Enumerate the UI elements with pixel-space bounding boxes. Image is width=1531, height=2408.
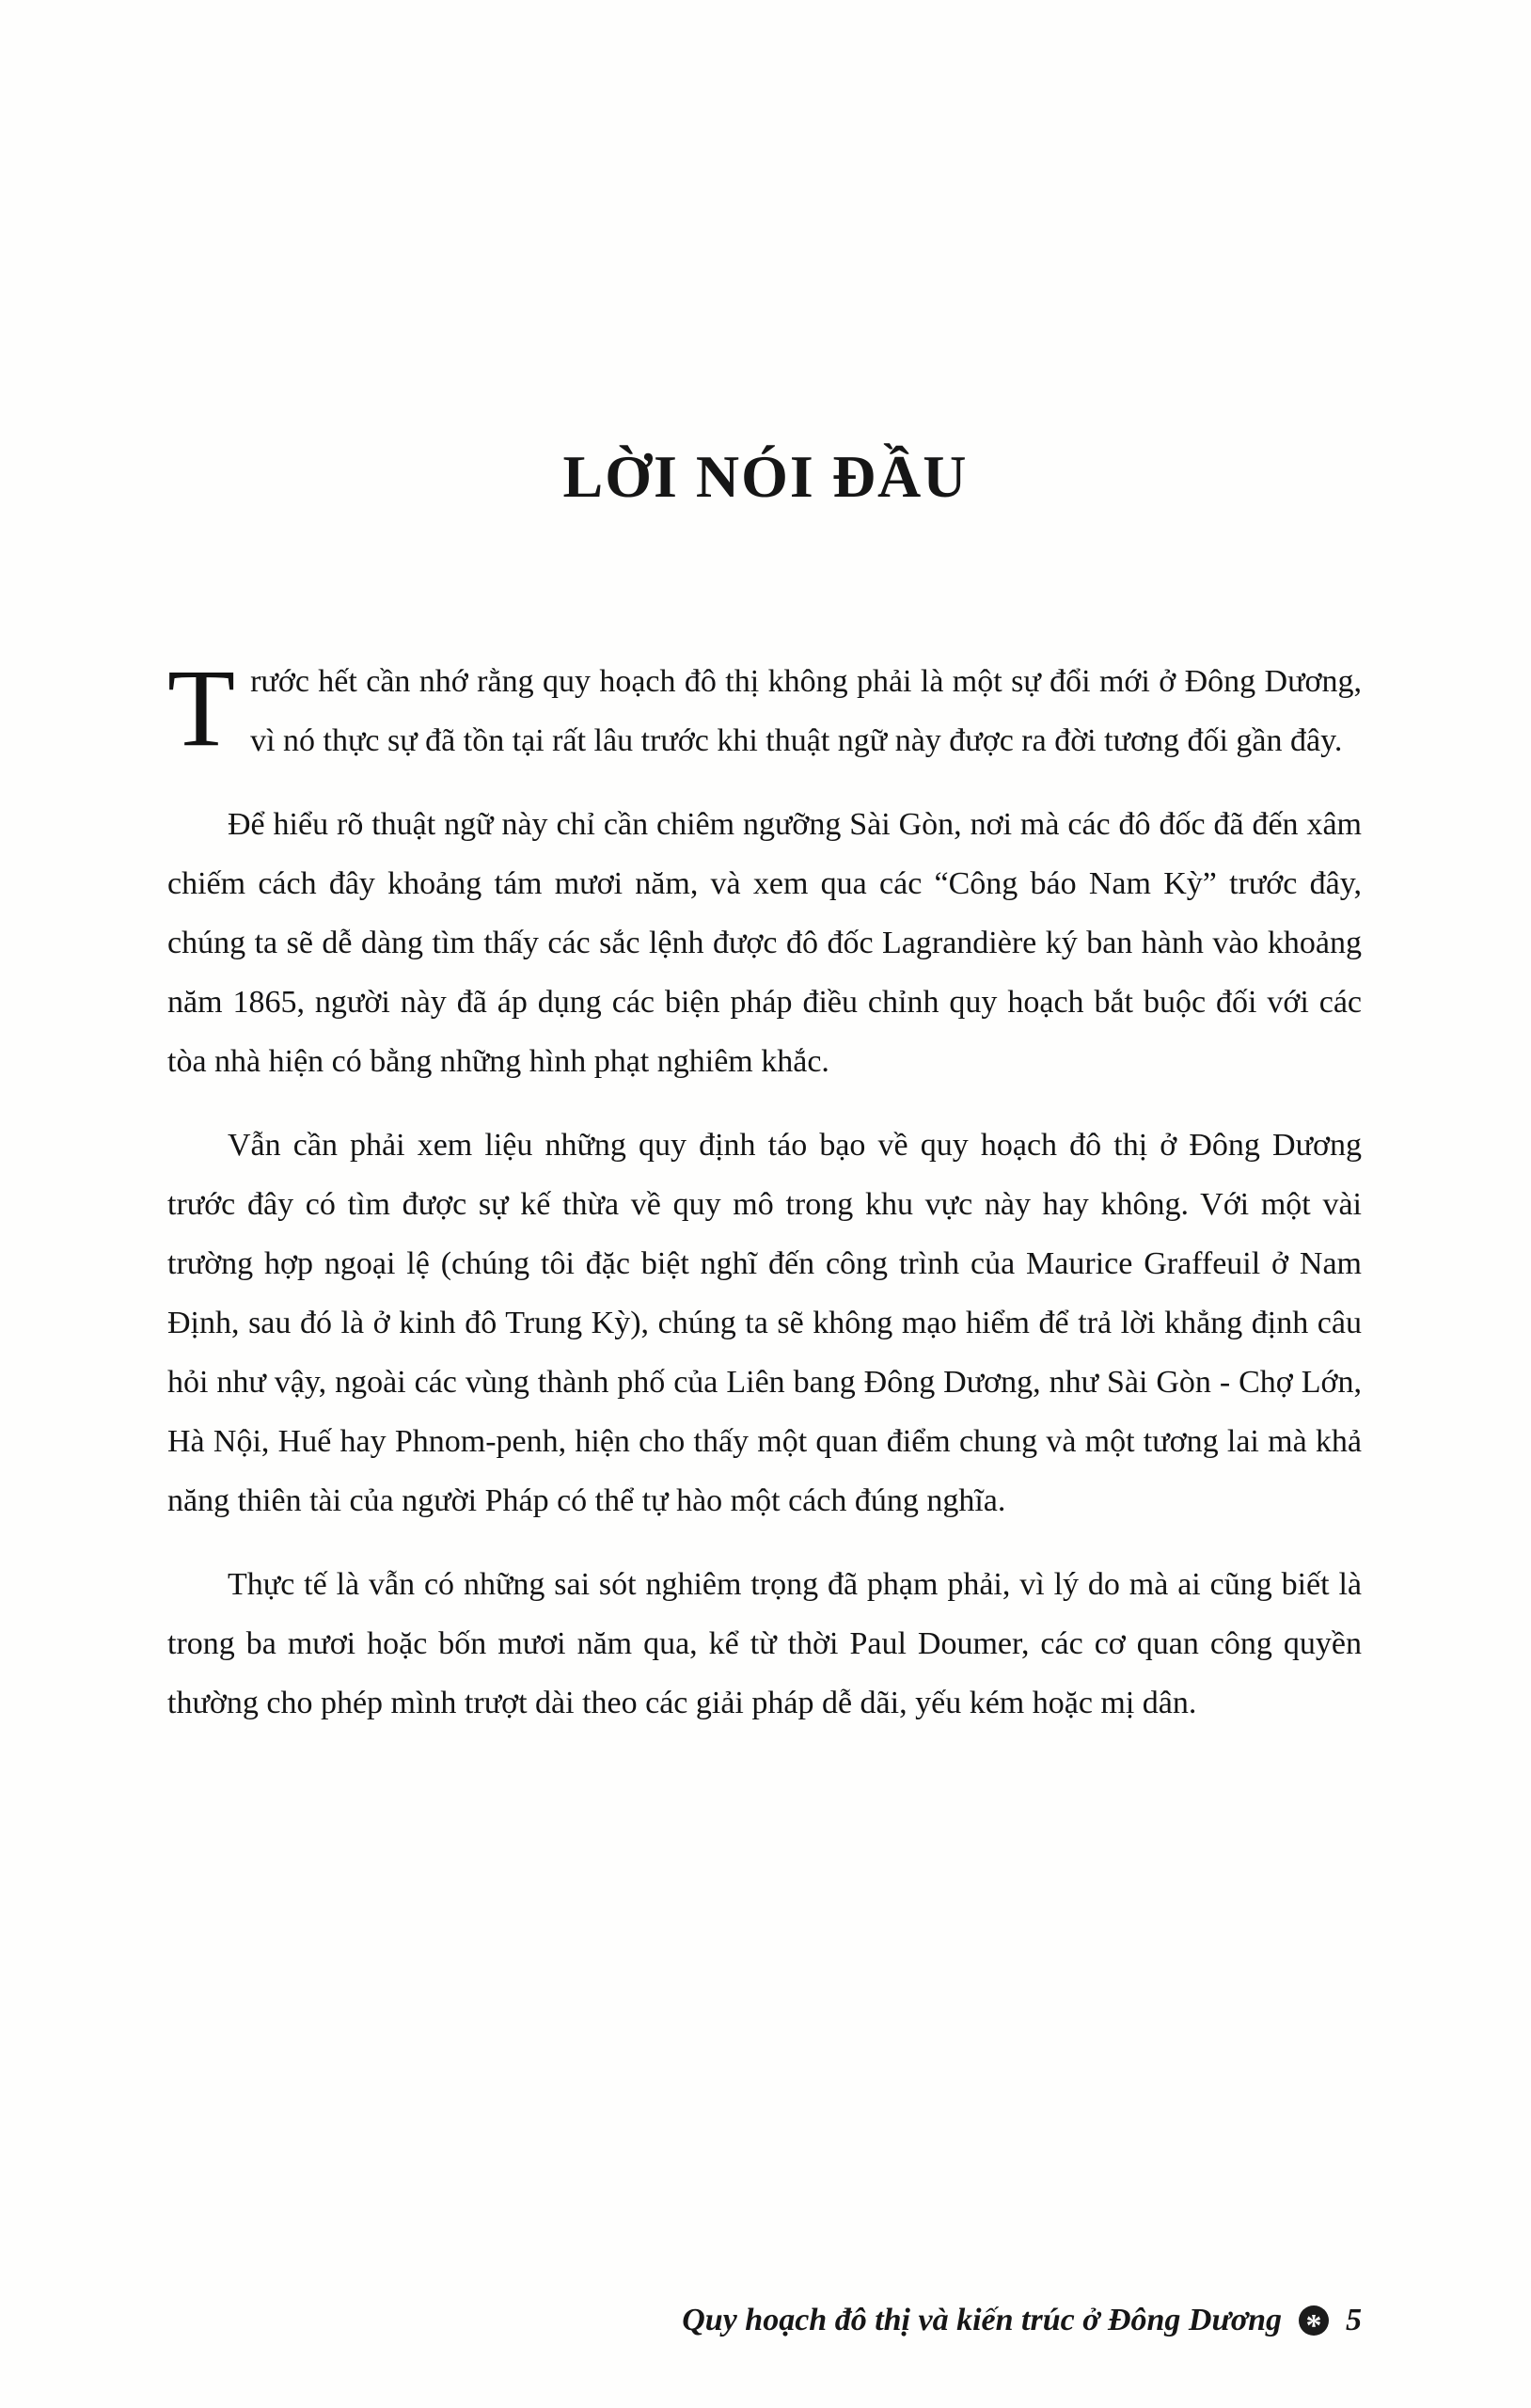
page-content	[167, 646, 1362, 1757]
paragraph	[167, 646, 1362, 770]
chapter-title: LỜI NÓI ĐẦU	[562, 443, 969, 510]
flower-ornament-icon: *	[1299, 2305, 1329, 2336]
running-title: Quy hoạch đô thị và kiến trúc ở Đông Dương	[682, 2303, 1282, 2337]
paragraph: Vẫn cần phải xem liệu những quy định táo bạo về quy hoạch đô thị ở Đông Dương trước đây có tìm được sự kế thừa về quy mô trong khu vực này hay không. Với một vài trường hợp ngoại lệ (chúng tôi đặc biệt nghĩ đến công trình của Maurice Graffeuil ở Nam Định, sau đó là ở kinh đô Trung Kỳ), chúng ta sẽ không mạo hiểm để trả lời khẳng định câu hỏi như vậy, ngoài các vùng thành phố của Liên bang Đông Dương, như Sài Gòn - Chợ Lớn, Hà Nội, Huế hay Phnom-penh, hiện cho thấy một quan điểm chung và một tương lai mà khả năng thiên tài của người Pháp có thể tự hào một cách đúng nghĩa.	[167, 1128, 1362, 1518]
paragraph-text: rước hết cần nhớ rằng quy hoạch đô thị không phải là một sự đổi mới ở Đông Dương, vì nó thực sự đã tồn tại rất lâu trước khi thuật ngữ này được ra đời tương đối gần đây.	[250, 664, 1362, 758]
paragraph: Để hiểu rõ thuật ngữ này chỉ cần chiêm ngưỡng Sài Gòn, nơi mà các đô đốc đã đến xâm chiếm cách đây khoảng tám mươi năm, và xem qua các “Công báo Nam Kỳ” trước đây, chúng ta sẽ dễ dàng tìm thấy các sắc lệnh được đô đốc Lagrandière ký ban hành vào khoảng năm 1865, người này đã áp dụng các biện pháp điều chỉnh quy hoạch bắt buộc đối với các tòa nhà hiện có bằng những hình phạt nghiêm khắc.	[167, 807, 1362, 1079]
page-footer	[682, 2303, 1362, 2338]
page-number: 5	[1346, 2303, 1362, 2337]
paragraph: Thực tế là vẫn có những sai sót nghiêm trọng đã phạm phải, vì lý do mà ai cũng biết là trong ba mươi hoặc bốn mươi năm qua, kể từ thời Paul Doumer, các cơ quan công quyền thường cho phép mình trượt dài theo các giải pháp dễ dãi, yếu kém hoặc mị dân.	[167, 1567, 1362, 1720]
drop-cap: T	[167, 646, 236, 769]
